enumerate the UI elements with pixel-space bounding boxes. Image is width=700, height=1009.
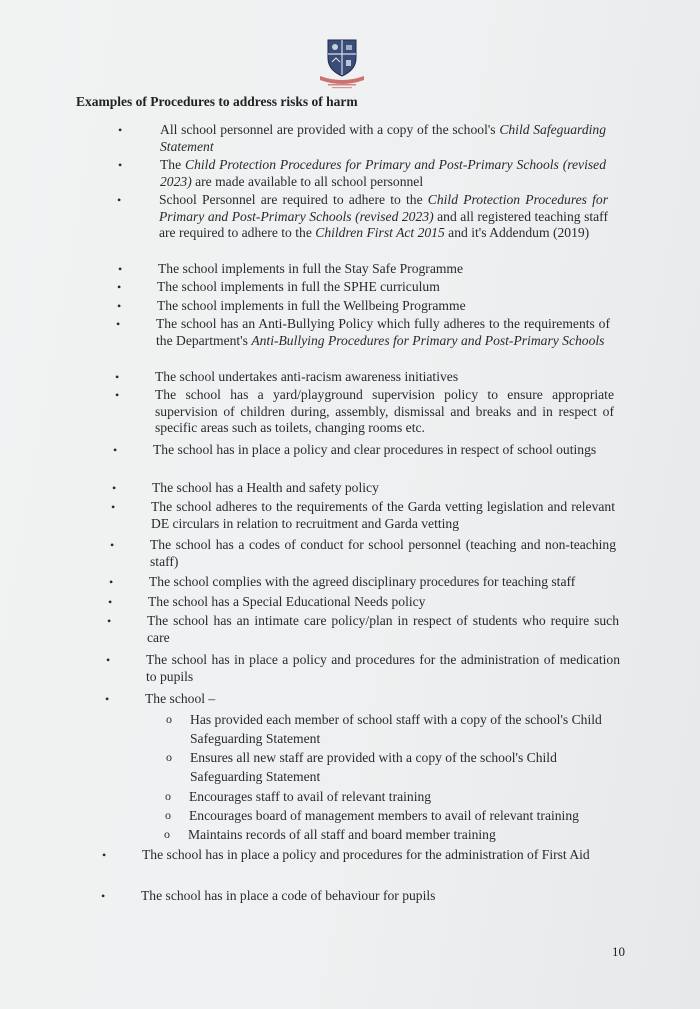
sub-item-text: Maintains records of all staff and board member training xyxy=(188,827,496,842)
bullet-text xyxy=(160,157,606,189)
bullet-marker: • xyxy=(115,388,120,402)
bullet-text xyxy=(149,574,575,589)
bullet-marker: • xyxy=(109,575,114,589)
bullet-item xyxy=(118,157,606,190)
bullet-marker: • xyxy=(118,123,123,137)
text-run: The school has a codes of conduct for school personnel (teaching and non-teaching staff) xyxy=(150,537,616,569)
bullet-item xyxy=(115,369,610,386)
sub-item-text: Encourages board of management members to avail of relevant training xyxy=(189,808,579,823)
bullet-item xyxy=(116,316,610,349)
bullet-marker: • xyxy=(102,848,107,862)
text-run: The school complies with the agreed disciplinary procedures for teaching staff xyxy=(149,574,576,589)
bullet-marker: • xyxy=(113,443,118,457)
page-number: 10 xyxy=(612,944,625,959)
italic-text: Children First Act 2015 xyxy=(315,225,445,240)
bullet-item xyxy=(118,122,606,155)
bullet-marker: • xyxy=(118,158,123,172)
bullet-item xyxy=(117,298,607,315)
italic-text: Child Protection Procedures for Primary and Post-Primary Schools (revised 2023) xyxy=(160,157,606,189)
sub-item xyxy=(166,748,626,786)
text-run: The school has a Special Educational Needs policy xyxy=(148,594,426,609)
bullet-marker: • xyxy=(110,538,115,552)
sub-item xyxy=(165,787,625,806)
bullet-item xyxy=(115,387,614,437)
text-run: The school undertakes anti-racism awareness initiatives xyxy=(155,369,459,384)
sub-marker: o xyxy=(166,750,172,764)
text-run: The school adheres to the requirements of the Garda vetting legislation and relevant DE circulars in relation to recruitment and Garda vetting xyxy=(151,499,615,531)
bullet-text xyxy=(160,122,606,154)
text-run: and all registered teaching staff are required to adhere to the xyxy=(159,208,608,240)
text-run: The school has in place a policy and procedures for the administration of First Aid xyxy=(142,847,590,862)
text-run: The school has in place a policy and clear procedures in respect of school outings xyxy=(153,442,597,457)
bullet-text xyxy=(158,261,463,276)
text-run: The school has a Health and safety policy xyxy=(152,480,379,495)
bullet-text xyxy=(142,847,590,862)
bullet-marker: • xyxy=(111,500,116,514)
bullet-marker: • xyxy=(108,595,113,609)
bullet-text xyxy=(146,652,620,684)
bullet-marker: • xyxy=(117,299,122,313)
bullet-text xyxy=(157,279,440,294)
bullet-marker: • xyxy=(117,280,122,294)
text-run: The school has a yard/playground supervision policy to ensure appropriate supervision of children during, assembly, dismissal and breaks and in respect of specific areas such as toilets, changing rooms etc. xyxy=(155,387,614,435)
bullet-item xyxy=(101,888,621,905)
text-run: and it's Addendum (2019) xyxy=(444,225,590,240)
bullet-text xyxy=(148,594,425,609)
bullet-item xyxy=(110,537,616,570)
sub-item-text: Ensures all new staff are provided with a copy of the school's Child Safeguarding Statement xyxy=(190,750,557,784)
text-run: The school has an intimate care policy/plan in respect of students who require such care xyxy=(147,613,619,645)
bullet-text xyxy=(153,442,596,457)
sub-item-text: Encourages staff to avail of relevant training xyxy=(189,789,432,804)
sub-item-text: Has provided each member of school staff with a copy of the school's Child Safeguarding Statement xyxy=(190,712,602,746)
bullet-marker: • xyxy=(107,614,112,628)
bullet-text xyxy=(147,613,619,645)
bullet-marker: • xyxy=(115,370,120,384)
sub-marker: o xyxy=(165,789,171,803)
bullet-item xyxy=(105,691,619,708)
text-run: are made available to all school personnel xyxy=(191,173,424,189)
bullet-text xyxy=(159,192,608,240)
bullet-item xyxy=(117,279,607,296)
bullet-item xyxy=(107,613,619,646)
bullet-marker: • xyxy=(106,653,111,667)
text-run: The xyxy=(160,157,186,172)
bullet-item xyxy=(106,652,620,685)
bullet-marker: • xyxy=(117,193,122,207)
page-heading: Examples of Procedures to address risks of harm xyxy=(76,94,358,109)
bullet-text xyxy=(151,499,615,531)
bullet-text xyxy=(152,480,379,495)
bullet-item xyxy=(112,480,614,497)
bullet-marker: • xyxy=(116,317,121,331)
sub-marker: o xyxy=(164,827,170,841)
sub-item xyxy=(166,710,626,748)
text-run: All school personnel are provided with a copy of the school's xyxy=(160,122,500,137)
text-run: The school has in place a policy and procedures for the administration of medication to pupils xyxy=(146,652,620,684)
bullet-marker: • xyxy=(118,262,123,276)
bullet-text xyxy=(145,691,215,706)
italic-text: Child Protection Procedures for Primary and Post-Primary Schools (revised 2023) xyxy=(159,192,608,224)
bullet-item xyxy=(111,499,615,532)
italic-text: Anti-Bullying Procedures for Primary and Post-Primary Schools xyxy=(251,332,605,348)
bullet-marker: • xyxy=(101,889,106,903)
text-run: The school has in place a code of behaviour for pupils xyxy=(141,888,436,903)
bullet-text xyxy=(141,888,435,903)
bullet-text xyxy=(156,316,610,348)
text-run: The school implements in full the SPHE curriculum xyxy=(157,279,440,294)
text-run: School Personnel are required to adhere to the xyxy=(159,192,428,207)
bullet-marker: • xyxy=(112,481,117,495)
italic-text: Child Safeguarding Statement xyxy=(160,122,606,154)
bullet-text xyxy=(155,387,614,435)
bullet-text xyxy=(150,537,616,569)
text-run: The school – xyxy=(145,691,216,706)
sub-item xyxy=(165,806,629,825)
sub-marker: o xyxy=(166,712,172,726)
bullet-item xyxy=(108,594,616,611)
bullet-marker: • xyxy=(105,692,110,706)
sub-item xyxy=(164,825,628,844)
bullet-item xyxy=(118,261,608,278)
bullet-item xyxy=(113,442,614,459)
text-run: The school implements in full the Stay Safe Programme xyxy=(158,261,464,276)
sub-marker: o xyxy=(165,808,171,822)
bullet-item xyxy=(109,574,617,591)
text-run: The school has an Anti-Bullying Policy which fully adheres to the requirements of the Department's xyxy=(156,316,610,348)
bullet-text xyxy=(155,369,458,384)
bullet-item xyxy=(102,847,627,864)
bullet-text xyxy=(157,298,466,313)
text-run: The school implements in full the Wellbeing Programme xyxy=(157,298,466,313)
bullet-item xyxy=(117,192,608,242)
